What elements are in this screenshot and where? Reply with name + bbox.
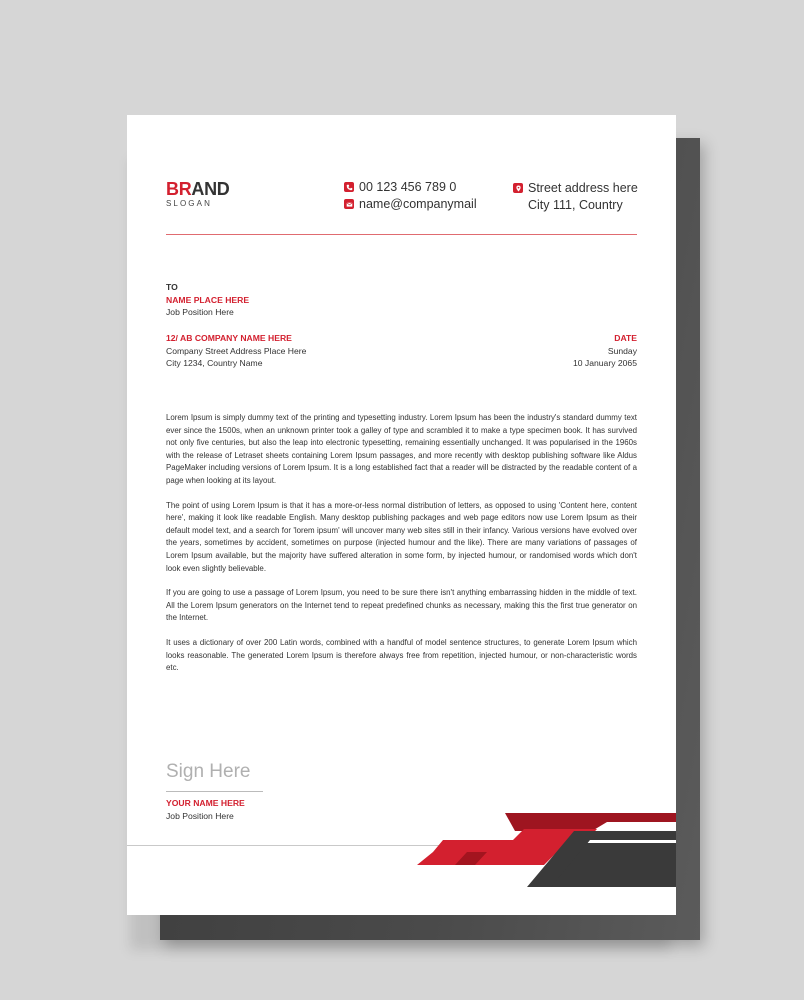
sign-here-placeholder: Sign Here (166, 761, 251, 782)
company-block (166, 332, 306, 370)
contact-phone: 00 123 456 789 0 (359, 180, 457, 194)
footer-red-ribbon-back (505, 813, 676, 831)
phone-icon (344, 182, 354, 192)
footer-decoration (127, 805, 676, 915)
brand-logo (166, 180, 230, 208)
company-name: 12/ AB COMPANY NAME HERE (166, 333, 292, 343)
location-pin-icon (513, 183, 523, 193)
letterhead-page (127, 115, 676, 915)
contact-phone-email (344, 180, 477, 211)
brand-wordmark-rest: AND (191, 179, 230, 199)
company-street: Company Street Address Place Here (166, 345, 307, 356)
contact-phone-row (344, 180, 477, 194)
date-label: DATE (614, 333, 637, 343)
date-day: Sunday (607, 345, 637, 356)
body-paragraph: Lorem Ipsum is simply dummy text of the printing and typesetting industry. Lorem Ipsum has been the industry's standard dummy text ever since the 1500s, when an unknown printer took a galley of type and scrambled it to make a type specimen book. It has survived not only five centuries, but also the leap into electronic typesetting, remaining essentially unchanged. It was popularised in the 1960s with the release of Letraset sheets containing Lorem Ipsum passages, and more recently with desktop publishing software like Aldus PageMaker including versions of Lorem Ipsum. It is a long established fact that a reader will be distracted by the readable content of a page when looking at its layout. (166, 413, 637, 485)
contact-address (513, 181, 638, 212)
to-label: TO (166, 282, 178, 292)
body-paragraph: If you are going to use a passage of Lorem Ipsum, you need to be sure there isn't anything embarrassing hidden in the middle of text. All the Lorem Ipsum generators on the Internet tend to repeat predefined chunks as necessary, making this the first true generator on the Internet. (166, 588, 637, 623)
brand-wordmark (166, 180, 230, 198)
contact-address-row-2 (513, 198, 638, 212)
recipient-name: NAME PLACE HERE (166, 294, 250, 305)
signer-position: Job Position Here (166, 810, 234, 821)
contact-address-row (513, 181, 638, 195)
contact-email-row (344, 197, 477, 211)
body-paragraph: It uses a dictionary of over 200 Latin words, combined with a handful of model sentence structures, to generate Lorem Ipsum which looks reasonable. The generated Lorem Ipsum is therefore always free from repetition, injected humour, or non-characteristic words etc. (166, 637, 637, 673)
contact-address-line2: City 111, Country (528, 198, 623, 212)
signer-name: YOUR NAME HERE (166, 798, 245, 808)
mail-icon (344, 199, 354, 209)
company-city: City 1234, Country Name (166, 358, 263, 368)
body-paragraph: The point of using Lorem Ipsum is that it has a more-or-less normal distribution of letters, as opposed to using 'Content here, content here', making it look like readable English. Many desktop publishing packages and web page editors now use Lorem Ipsum as their default model text, and a search for 'lorem ipsum' will uncover many web sites still in their infancy. Various versions have evolved over the years, sometimes by accident, sometimes on purpose (injected humour and the like). There are many variations of passages of Lorem Ipsum available, but the majority have suffered alteration in some form, by injected humour, or randomised words which don't look even slightly believable. (166, 500, 637, 573)
signature-line (166, 791, 263, 792)
brand-slogan: SLOGAN (166, 199, 212, 208)
contact-address-line1: Street address here (528, 181, 638, 195)
letter-body (166, 412, 637, 687)
date-block (573, 332, 637, 370)
brand-wordmark-red: BR (166, 179, 192, 199)
date-full: 10 January 2065 (572, 358, 637, 368)
recipient-position: Job Position Here (166, 307, 234, 317)
contact-email: name@companymail (359, 197, 477, 211)
header-divider (166, 234, 637, 235)
recipient-block (166, 281, 249, 319)
